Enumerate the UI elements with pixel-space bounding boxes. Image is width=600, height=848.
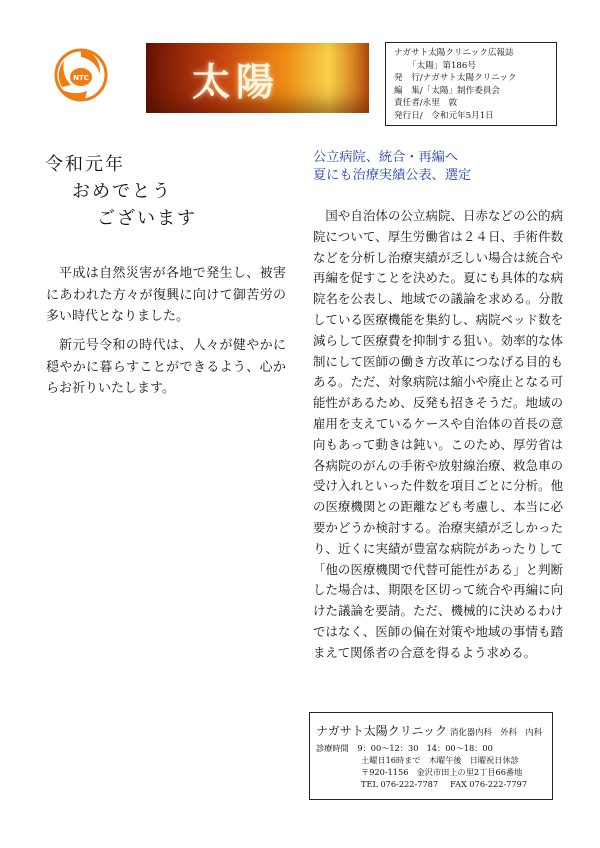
headline-line-1: 公立病院、統合・再編へ — [313, 150, 459, 165]
issue-number: 「太陽」第186号 — [408, 60, 476, 71]
editor: 編 集/「太陽」制作委員会 — [394, 85, 501, 96]
new-era-greeting — [45, 151, 197, 232]
clinic-departments: 消化器内科 外科 内科 — [450, 727, 543, 737]
closed-days: 土曜日16時まで 木曜午後 日曜祝日休診 — [361, 755, 519, 765]
responsible-person: 責任者/永里 敦 — [394, 98, 458, 108]
clinic-hours: 9：00～12：30 14：00～18：00 — [357, 743, 493, 753]
clinic-info-box — [309, 712, 553, 800]
masthead-info-box — [385, 42, 557, 126]
greeting-line-3: ございます — [97, 208, 197, 229]
issue-date: 発行日/ 令和元年5月1日 — [394, 110, 494, 121]
article-headline — [313, 149, 563, 185]
publisher: 発 行/ナガサト太陽クリニック — [394, 73, 517, 83]
sun-logo-icon — [47, 41, 115, 109]
svg-text:NTC: NTC — [73, 74, 89, 82]
greeting-paragraph-2: 新元号令和の時代は、人々が健やかに穏やかに暮らすことができるよう、心からお祈りいたします。 — [46, 338, 286, 396]
hours-label: 診療時間 — [316, 743, 349, 753]
clinic-fax: FAX 076-222-7797 — [450, 779, 528, 789]
greeting-paragraph-1: 平成は自然災害が各地で発生し、被害にあわれた方々が復興に向けて御苦労の多い時代となりました。 — [46, 266, 286, 324]
greeting-line-1: 令和元年 — [45, 154, 125, 175]
clinic-logo — [47, 41, 115, 109]
article-body: 国や自治体の公立病院、日赤などの公的病院について、厚生労働省は２４日、手術件数などを分析し治療実績が乏しい場合は統合や再編を促すことを決めた。夏にも具体的な病院名を公表し、地域での議論を求める。分散している医療機能を集約し、病院ベッド数を減らして医療費を抑制する狙い。効率的な体制にして医師の働き方改革につなげる目的もある。ただ、対象病院は縮小や廃止となる可能性があるため、反発も招きそうだ。地域の雇用を支えているケースや自治体の首長の意向もあって動きは鈍い。このため、厚労省は各病院のがんの手術や放射線治療、救急車の受け入れといった件数を項目ごとに分析。他の医療機関との距離なども考慮し、本当に必要かどうか検討する。治療実績が乏しかったり、近くに実績が豊富な病院があったりして「他の医療機関で代替可能性がある」と判断した場合は、期限を区切って統合や再編に向けた議論を要請。ただ、機械的に決めるわけではなく、医師の偏在対策や地域の事情も踏まえて関係者の合意を得るよう求める。 — [313, 208, 563, 660]
title-banner — [146, 43, 369, 113]
clinic-tel: TEL 076-222-7787 — [361, 779, 439, 789]
clinic-contact — [316, 778, 546, 790]
clinic-address: 〒920-1156 金沢市田上の里2丁目66番地 — [361, 767, 523, 777]
clinic-name: ナガサト太陽クリニック — [316, 724, 448, 738]
newsletter-title: 太陽 — [192, 59, 281, 104]
publication-name: ナガサト太陽クリニック広報誌 — [394, 48, 514, 58]
headline-line-2: 夏にも治療実績公表、選定 — [313, 168, 472, 183]
greeting-line-2: おめでとう — [72, 181, 172, 202]
clinic-hours-row — [316, 742, 546, 754]
